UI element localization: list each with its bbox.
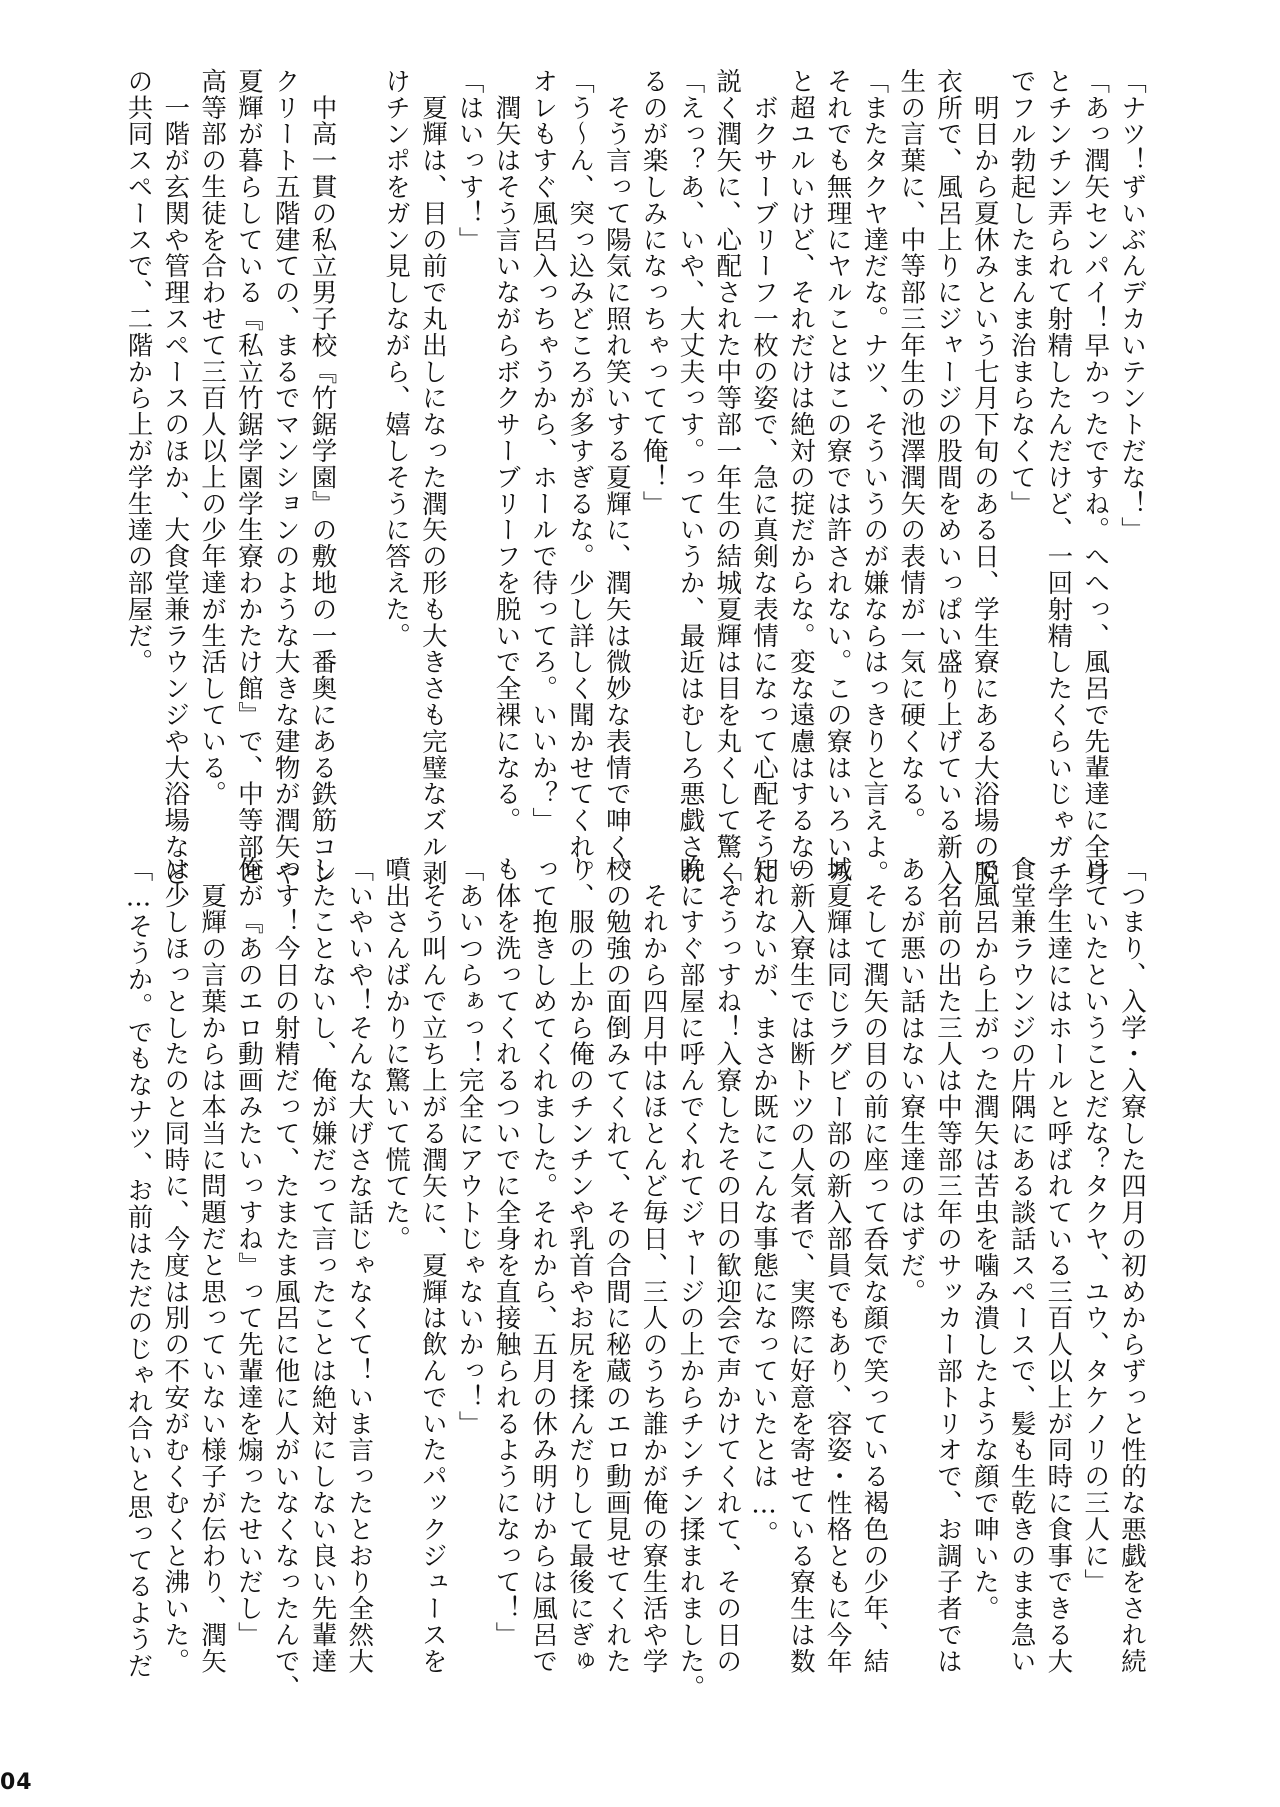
text-line: でフル勃起したまんま治まらなくて」 bbox=[1006, 68, 1037, 517]
text-line: 「ナツ！ずいぶんデカいテントだな！」 bbox=[1117, 68, 1147, 544]
text-line: 食堂兼ラウンジの片隅にある談話スペースで、髪も生乾きのまま急い bbox=[1006, 856, 1037, 1675]
text-line: と超ユルいけど、それだけは絶対の掟だからな。変な遠慮はするな」 bbox=[785, 68, 816, 887]
text-line: って抱きしめてくれました。それから、五月の休み明けからは風呂で bbox=[528, 856, 559, 1675]
text-line: 夏輝が暮らしている『私立竹鋸学園学生寮わかたけ館』で、中等部と bbox=[233, 68, 264, 887]
text-line: 「えっ？あ、いや、大丈夫っす。っていうか、最近はむしろ悪戯され bbox=[675, 68, 706, 887]
text-line: それでも無理にヤルことはこの寮では許されない。この寮はいろいろ bbox=[822, 68, 853, 887]
text-line: 「…そうか。でもなナツ、お前はただのじゃれ合いと思ってるようだ bbox=[123, 856, 154, 1679]
text-line: 知れないが、まさか既にこんな事態になっていたとは…。 bbox=[749, 856, 780, 1547]
text-line: オレもすぐ風呂入っちゃうから、ホールで待ってろ。いいか？」 bbox=[528, 68, 559, 834]
upper-text-tier bbox=[123, 68, 1150, 913]
text-line: 「あいつらぁっ！完全にアウトじゃないかっ！」 bbox=[454, 856, 485, 1437]
text-line: そう叫んで立ち上がる潤矢に、夏輝は飲んでいたパックジュースを bbox=[417, 856, 448, 1675]
text-line: の共同スペースで、二階から上が学生達の部屋だ。 bbox=[123, 68, 154, 676]
text-line: るのが楽しみになっちゃってて俺！」 bbox=[638, 68, 669, 517]
text-line: 生の言葉に、中等部三年生の池澤潤矢の表情が一気に硬くなる。 bbox=[896, 68, 927, 834]
text-line: 一階が玄関や管理スペースのほか、大食堂兼ラウンジや大浴場など bbox=[160, 68, 191, 887]
text-line: 「いやいや！そんな大げさな話じゃなくて！いま言ったとおり全然大 bbox=[344, 856, 375, 1675]
text-line: 噴出さんばかりに驚いて慌てた。 bbox=[381, 856, 412, 1252]
text-line: とチンチン弄られて射精したんだけど、一回射精したくらいじゃガチ bbox=[1043, 68, 1074, 887]
text-line: 「う～ん、突っ込みどころが多すぎるな。少し詳しく聞かせてくれ。 bbox=[565, 68, 596, 887]
text-line: 「はいっす！」 bbox=[454, 68, 485, 253]
text-line: ボクサーブリーフ一枚の姿で、急に真剣な表情になって心配そうに bbox=[749, 68, 780, 887]
text-line: そう言って陽気に照れ笑いする夏輝に、潤矢は微妙な表情で呻く。 bbox=[601, 68, 632, 887]
text-line: 中高一貫の私立男子校『竹鋸学園』の敷地の一番奥にある鉄筋コン bbox=[307, 68, 338, 887]
text-line: で風呂から上がった潤矢は苦虫を噛み潰したような顔で呻いた。 bbox=[969, 856, 1000, 1622]
text-line: は少しほっとしたのと同時に、今度は別の不安がむくむくと沸いた。 bbox=[160, 856, 191, 1675]
text-line: っす！今日の射精だって、たまたま風呂に他に人がいなくなったんで、 bbox=[270, 856, 301, 1701]
text-line: 潤矢はそう言いながらボクサーブリーフを脱いで全裸になる。 bbox=[491, 68, 522, 834]
text-line: 夏輝は、目の前で丸出しになった潤矢の形も大きさも完璧なズル剥 bbox=[417, 68, 448, 887]
text-line: 明日から夏休みという七月下旬のある日、学生寮にある大浴場の脱 bbox=[969, 68, 1000, 887]
text-line: 「またタクヤ達だな。ナツ、そういうのが嫌ならはっきりと言えよ。 bbox=[859, 68, 890, 887]
text-line: 校の勉強の面倒みてくれて、その合間に秘蔵のエロ動画見せてくれた bbox=[601, 856, 632, 1675]
text-line: 「あっ潤矢センパイ！早かったですね。へへっ、風呂で先輩達に全身 bbox=[1080, 68, 1111, 887]
text-line: 衣所で、風呂上りにジャージの股間をめいっぱい盛り上げている新入 bbox=[933, 68, 964, 887]
text-line: 城夏輝は同じラグビー部の新入部員でもあり、容姿・性格ともに今年 bbox=[822, 856, 853, 1675]
text-line: り、服の上から俺のチンチンや乳首やお尻を揉んだりして最後にぎゅ bbox=[565, 856, 596, 1675]
text-line: そして潤矢の目の前に座って呑気な顔で笑っている褐色の少年、結 bbox=[859, 856, 890, 1675]
text-line: 高等部の生徒を合わせて三百人以上の少年達が生活している。 bbox=[197, 68, 228, 808]
text-line: 学生達にはホールと呼ばれている三百人以上が同時に食事できる大 bbox=[1043, 856, 1074, 1675]
text-line: 俺が『あのエロ動画みたいっすね』って先輩達を煽ったせいだし」 bbox=[233, 856, 264, 1648]
text-line: それから四月中はほとんど毎日、三人のうち誰かが俺の寮生活や学 bbox=[638, 856, 669, 1675]
text-line: 晩にすぐ部屋に呼んでくれてジャージの上からチンチン揉まれました。 bbox=[675, 856, 706, 1701]
text-line: の新入寮生では断トツの人気者で、実際に好意を寄せている寮生は数 bbox=[785, 856, 816, 1675]
text-line: 説く潤矢に、心配された中等部一年生の結城夏輝は目を丸くして驚く。 bbox=[712, 68, 743, 913]
text-line: 「そうっすね！入寮したその日の歓迎会で声かけてくれて、その日の bbox=[712, 856, 743, 1675]
text-line: けチンポをガン見しながら、嬉しそうに答えた。 bbox=[381, 68, 412, 649]
text-line: けていたということだな？タクヤ、ユウ、タケノリの三人に」 bbox=[1080, 856, 1111, 1596]
text-line: 「つまり、入学・入寮した四月の初めからずっと性的な悪戯をされ続 bbox=[1117, 856, 1147, 1675]
text-line: 夏輝の言葉からは本当に問題だと思っていない様子が伝わり、潤矢 bbox=[197, 856, 228, 1675]
text-line: も体を洗ってくれるついでに全身を直接触られるようになって！」 bbox=[491, 856, 522, 1648]
page-number: 04 bbox=[0, 1770, 33, 1795]
lower-text-tier bbox=[123, 856, 1150, 1701]
text-line: したことないし、俺が嫌だって言ったことは絶対にしない良い先輩達 bbox=[307, 856, 338, 1675]
text-line: あるが悪い話はない寮生達のはずだ。 bbox=[896, 856, 927, 1305]
text-line: 名前の出た三人は中等部三年のサッカー部トリオで、お調子者では bbox=[933, 856, 964, 1675]
text-line: クリート五階建ての、まるでマンションのような大きな建物が潤矢や bbox=[270, 68, 301, 887]
